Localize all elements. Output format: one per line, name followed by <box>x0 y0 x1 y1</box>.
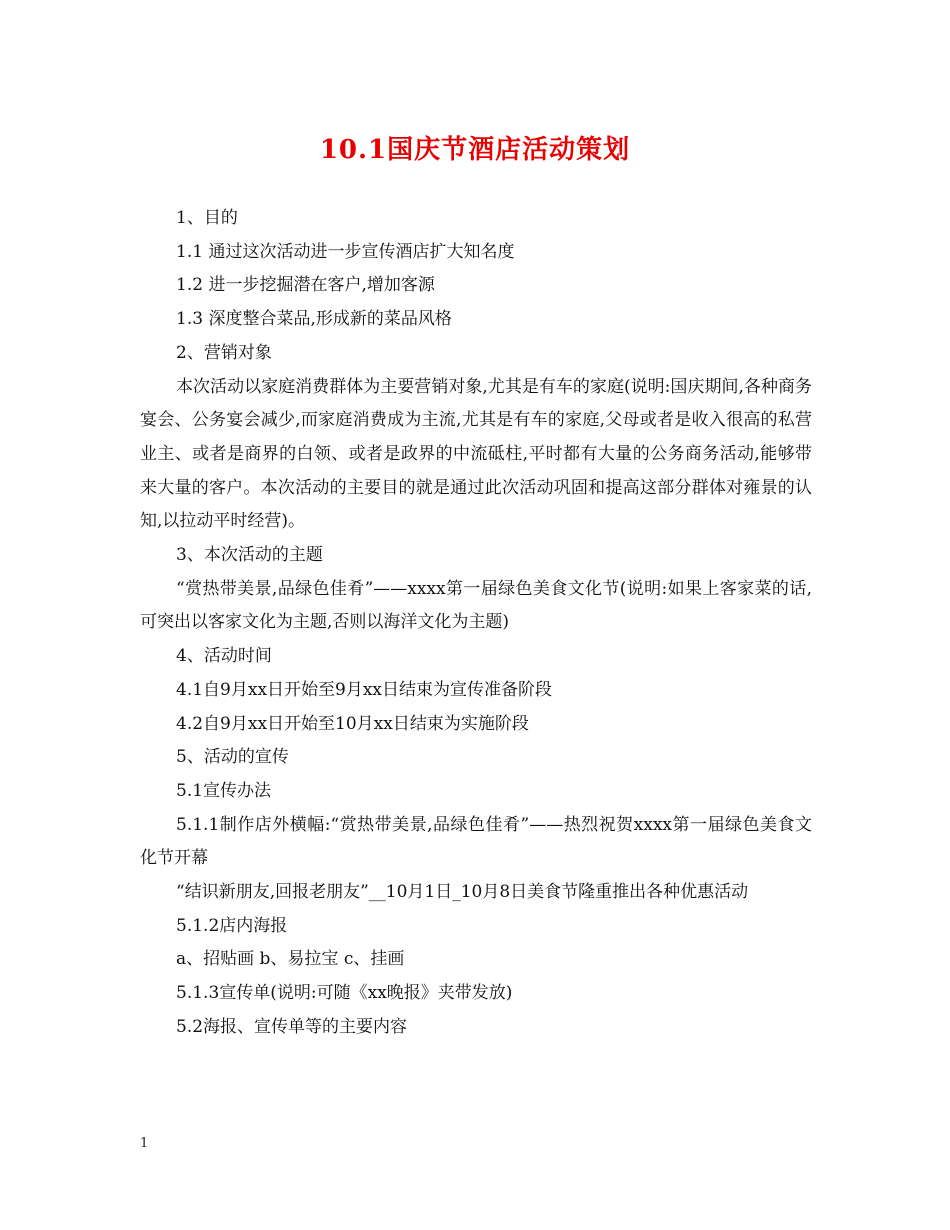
section-heading-target: 2、营销对象 <box>176 342 272 363</box>
paragraph-slogan: “结识新朋友,回报老朋友”__10月1日_10月8日美食节隆重推出各种优惠活动 <box>176 882 749 903</box>
page-number: 1 <box>140 1136 149 1151</box>
paragraph-5-2: 5.2海报、宣传单等的主要内容 <box>176 1016 408 1037</box>
section-heading-promotion: 5、活动的宣传 <box>176 747 289 768</box>
paragraph-4-2: 4.2自9月xx日开始至10月xx日结束为实施阶段 <box>176 713 529 734</box>
paragraph-5-1-3: 5.1.3宣传单(说明:可随《xx晚报》夹带发放) <box>176 983 513 1004</box>
document-title: 10.1国庆节酒店活动策划 <box>319 135 631 165</box>
paragraph-5-1: 5.1宣传办法 <box>176 780 272 801</box>
paragraph-4-1: 4.1自9月xx日开始至9月xx日结束为宣传准备阶段 <box>176 679 553 700</box>
paragraph-poster-types: a、招贴画 b、易拉宝 c、挂画 <box>176 949 405 970</box>
paragraph-1-3: 1.3 深度整合菜品,形成新的菜品风格 <box>176 309 452 330</box>
paragraph-theme: “赏热带美景,品绿色佳肴”——xxxx第一届绿色美食文化节(说明:如果上客家菜的话,可突出以客家文化为主题,否则以海洋文化为主题) <box>140 578 812 633</box>
document-body <box>140 202 812 1045</box>
section-heading-theme: 3、本次活动的主题 <box>176 545 323 566</box>
section-heading-time: 4、活动时间 <box>176 646 272 667</box>
paragraph-1-2: 1.2 进一步挖掘潜在客户,增加客源 <box>176 275 435 296</box>
section-heading-purpose: 1、目的 <box>176 208 238 228</box>
paragraph-target-description: 本次活动以家庭消费群体为主要营销对象,尤其是有车的家庭(说明:国庆期间,各种商务宴会、公务宴会减少,而家庭消费成为主流,尤其是有车的家庭,父母或者是收入很高的私营业主、或者是商界的白领、或者是政界的中流砥柱,平时都有大量的公务商务活动,能够带来大量的客户。本次活动的主要目的就是通过此次活动巩固和提高这部分群体对雍景的认知,以拉动平时经营)。 <box>140 376 812 532</box>
paragraph-1-1: 1.1 通过这次活动进一步宣传酒店扩大知名度 <box>176 241 515 262</box>
paragraph-5-1-2: 5.1.2店内海报 <box>176 915 288 936</box>
paragraph-5-1-1: 5.1.1制作店外横幅:“赏热带美景,品绿色佳肴”——热烈祝贺xxxx第一届绿色美食文化节开幕 <box>140 814 812 869</box>
